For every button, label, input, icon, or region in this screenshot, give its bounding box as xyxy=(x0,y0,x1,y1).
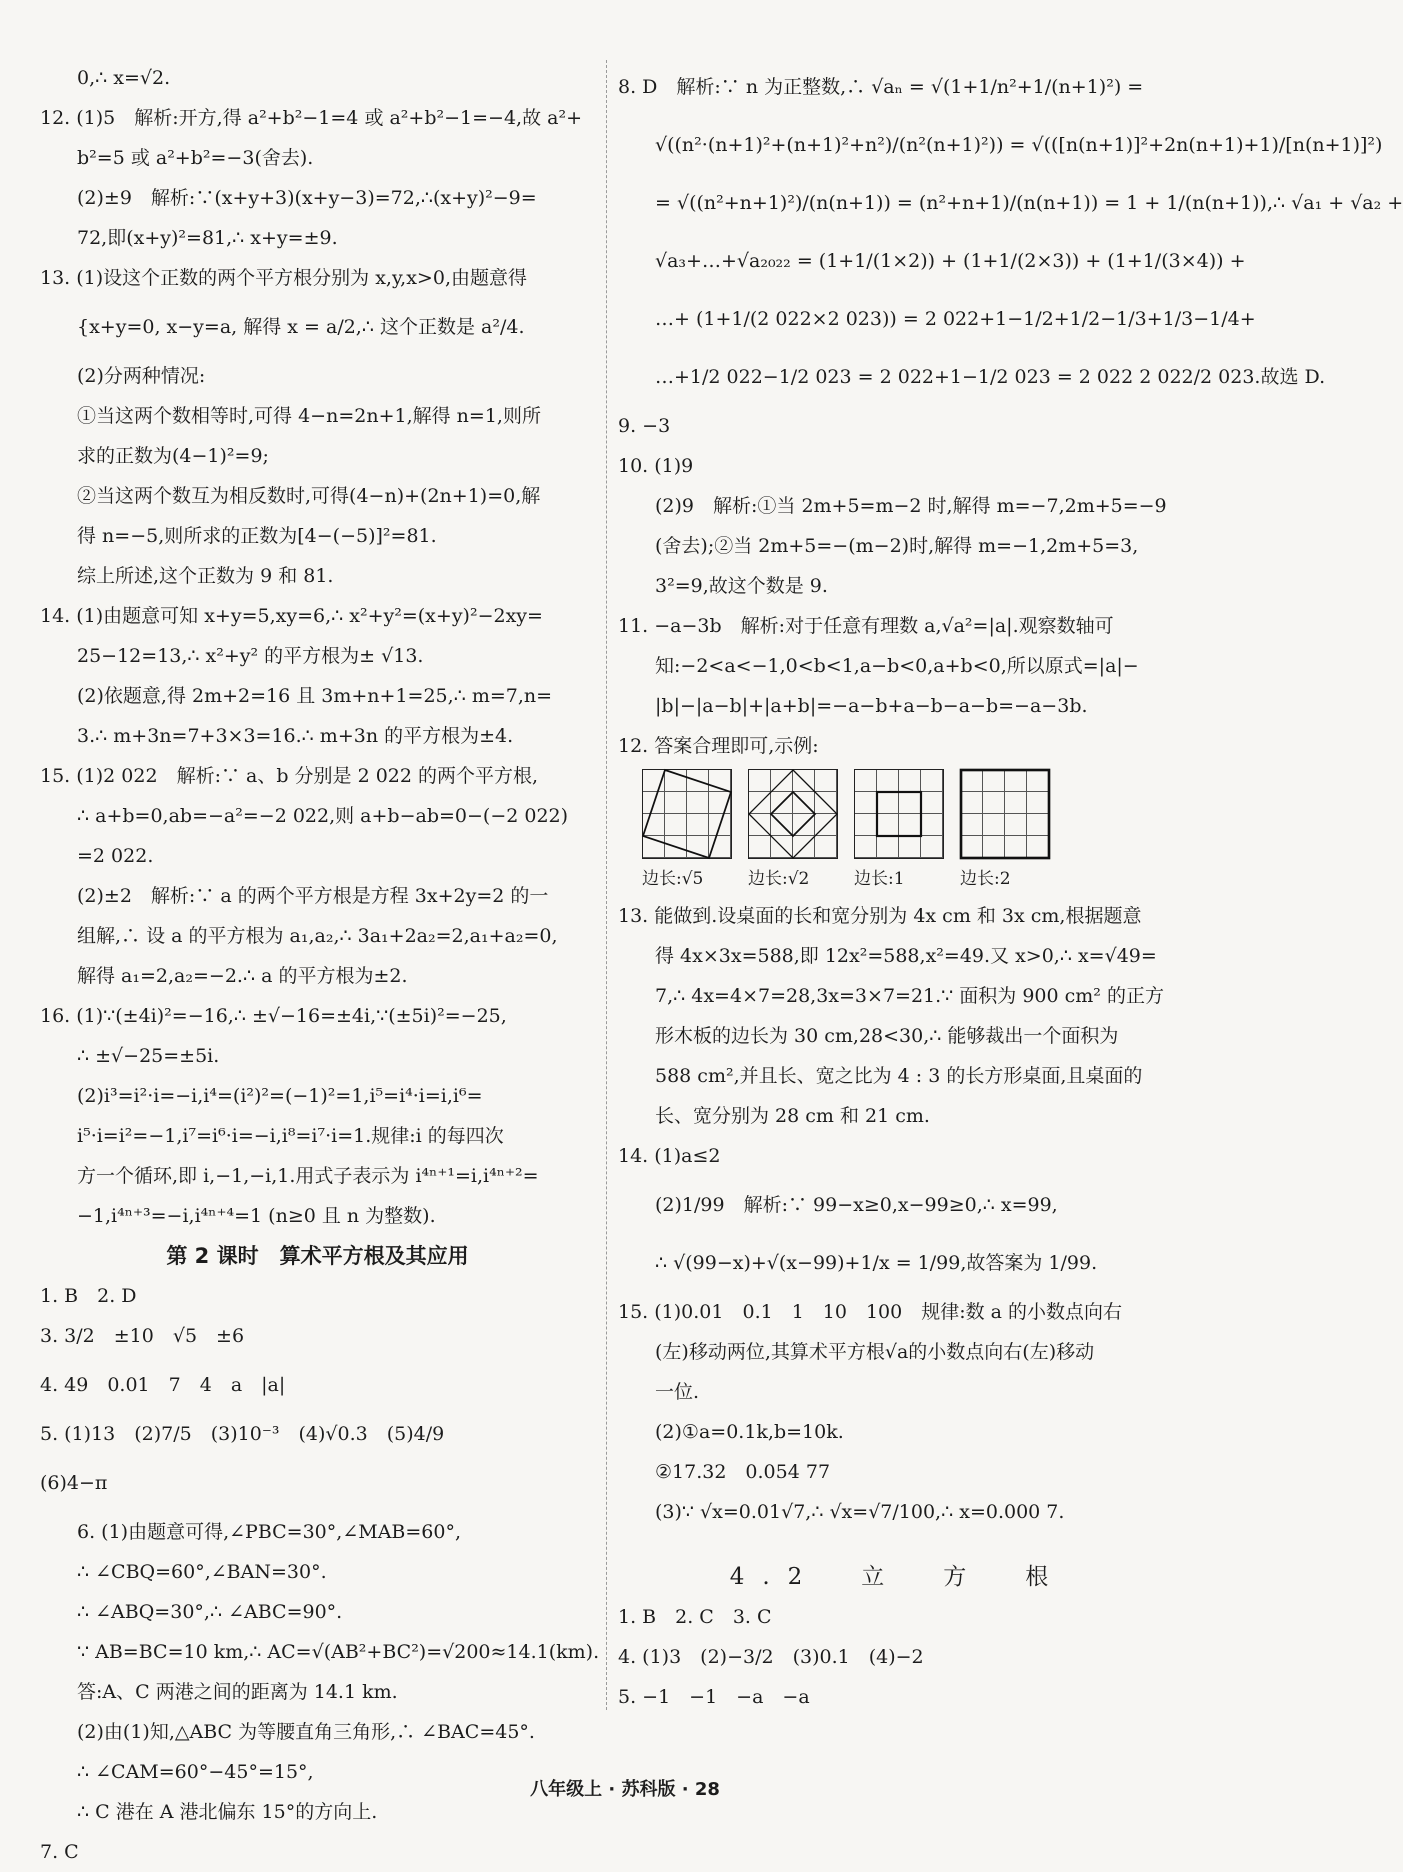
text-line: 5. (1)13 (2)7/5 (3)10⁻³ (4)√0.3 (5)4/9 xyxy=(40,1423,445,1445)
text-line: (2)1/99 解析:∵ 99−x≥0,x−99≥0,∴ x=99, xyxy=(655,1194,1058,1216)
answers-13-15 xyxy=(618,896,1178,1532)
text-line: 3²=9,故这个数是 9. xyxy=(655,575,828,597)
text-line: =2 022. xyxy=(77,845,154,867)
text-line: (2)分两种情况: xyxy=(77,365,206,387)
text-line: 15. (1)0.01 0.1 1 10 100 规律:数 a 的小数点向右 xyxy=(618,1301,1123,1323)
grid-label: 边长:1 xyxy=(854,869,905,889)
answers-8-12 xyxy=(618,58,1403,766)
text-line: (2)①a=0.1k,b=10k. xyxy=(655,1421,844,1443)
text-line: 25−12=13,∴ x²+y² 的平方根为± √13. xyxy=(77,645,424,667)
text-line: 11. −a−3b 解析:对于任意有理数 a,√a²=|a|.观察数轴可 xyxy=(618,615,1114,637)
text-line: 3. 3/2 ±10 √5 ±6 xyxy=(40,1325,245,1347)
text-line: √a₃+…+√a₂₀₂₂ = (1+1/(1×2)) + (1+1/(2×3)) + (1+1/(3×4)) + xyxy=(655,250,1246,272)
text-line: 长、宽分别为 28 cm 和 21 cm. xyxy=(655,1105,930,1127)
text-line: ②当这两个数互为相反数时,可得(4−n)+(2n+1)=0,解 xyxy=(77,485,541,507)
unit-square xyxy=(855,770,943,858)
text-line: 形木板的边长为 30 cm,28<30,∴ 能够裁出一个面积为 xyxy=(655,1025,1119,1047)
text-line: 0,∴ x=√2. xyxy=(77,67,171,89)
grid-labels xyxy=(618,862,1178,896)
grid-label: 边长:√2 xyxy=(748,869,810,889)
text-line: (2)±9 解析:∵(x+y+3)(x+y−3)=72,∴(x+y)²−9= xyxy=(77,187,537,209)
text-line: ∴ ±√−25=±5i. xyxy=(77,1045,220,1067)
text-line: 16. (1)∵(±4i)²=−16,∴ ±√−16=±4i,∵(±5i)²=−25, xyxy=(40,1005,507,1027)
grid-square-sqrt2 xyxy=(748,769,838,859)
text-line: 14. (1)a≤2 xyxy=(618,1145,721,1167)
text-line: 4. (1)3 (2)−3/2 (3)0.1 (4)−2 xyxy=(618,1646,924,1668)
grid-figures xyxy=(618,766,1178,862)
text-line: ∴ ∠CBQ=60°,∠BAN=30°. xyxy=(77,1561,327,1583)
tilted-square-sqrt5 xyxy=(643,770,731,858)
text-line: 求的正数为(4−1)²=9; xyxy=(77,445,269,467)
text-line: 答:A、C 两港之间的距离为 14.1 km. xyxy=(77,1681,398,1703)
text-line: ∴ ∠CAM=60°−45°=15°, xyxy=(77,1761,314,1783)
text-line: (6)4−π xyxy=(40,1472,108,1494)
grid-square-1 xyxy=(854,769,944,859)
text-line: 解得 a₁=2,a₂=−2.∴ a 的平方根为±2. xyxy=(77,965,408,987)
text-line: ∴ √(99−x)+√(x−99)+1/x = 1/99,故答案为 1/99. xyxy=(655,1252,1098,1274)
text-line: (左)移动两位,其算术平方根√a的小数点向右(左)移动 xyxy=(655,1341,1095,1363)
text-line: 4. 49 0.01 7 4 a |a| xyxy=(40,1374,286,1396)
text-line: ∴ C 港在 A 港北偏东 15°的方向上. xyxy=(77,1801,378,1823)
text-line: 5. −1 −1 −a −a xyxy=(618,1686,810,1708)
text-line: 方一个循环,即 i,−1,−i,1.用式子表示为 i⁴ⁿ⁺¹=i,i⁴ⁿ⁺²= xyxy=(77,1165,539,1187)
text-line: 12. 答案合理即可,示例: xyxy=(618,735,819,757)
text-line: ②17.32 0.054 77 xyxy=(655,1461,831,1483)
text-line: 1. B 2. C 3. C xyxy=(618,1606,772,1628)
text-line: 9. −3 xyxy=(618,415,671,437)
right-column xyxy=(618,58,1403,1717)
grid-square-sqrt5 xyxy=(642,769,732,859)
text-line: {x+y=0, x−y=a, 解得 x = a/2,∴ 这个正数是 a²/4. xyxy=(77,316,525,338)
text-line: 组解,∴ 设 a 的平方根为 a₁,a₂,∴ 3a₁+2a₂=2,a₁+a₂=0, xyxy=(77,925,558,947)
text-line: √((n²·(n+1)²+(n+1)²+n²)/(n²(n+1)²)) = √(([n(n+1)]²+2n(n+1)+1)/[n(n+1)]²) xyxy=(655,134,1383,156)
text-line: 72,即(x+y)²=81,∴ x+y=±9. xyxy=(77,227,338,249)
tilted-square-sqrt2 xyxy=(749,770,837,858)
text-line: −1,i⁴ⁿ⁺³=−i,i⁴ⁿ⁺⁴=1 (n≥0 且 n 为整数). xyxy=(77,1205,436,1227)
text-line: ①当这两个数相等时,可得 4−n=2n+1,解得 n=1,则所 xyxy=(77,405,541,427)
text-line: |b|−|a−b|+|a+b|=−a−b+a−b−a−b=−a−3b. xyxy=(655,695,1088,717)
text-line: (2)i³=i²·i=−i,i⁴=(i²)²=(−1)²=1,i⁵=i⁴·i=i,i⁶= xyxy=(77,1085,483,1107)
text-line: …+ (1+1/(2 022×2 023)) = 2 022+1−1/2+1/2−1/3+1/3−1/4+ xyxy=(655,308,1256,330)
text-line: 14. (1)由题意可知 x+y=5,xy=6,∴ x²+y²=(x+y)²−2xy= xyxy=(40,605,543,627)
grid-label: 边长:√5 xyxy=(642,869,704,889)
text-line: (2)±2 解析:∵ a 的两个平方根是方程 3x+2y=2 的一 xyxy=(77,885,549,907)
text-line: 得 4x×3x=588,即 12x²=588,x²=49.又 x>0,∴ x=√49= xyxy=(655,945,1157,967)
text-line: 综上所述,这个正数为 9 和 81. xyxy=(77,565,334,587)
text-line: 得 n=−5,则所求的正数为[4−(−5)]²=81. xyxy=(77,525,437,547)
text-line: 13. 能做到.设桌面的长和宽分别为 4x cm 和 3x cm,根据题意 xyxy=(618,905,1142,927)
text-line: ∴ a+b=0,ab=−a²=−2 022,则 a+b−ab=0−(−2 022) xyxy=(77,805,569,827)
text-line: i⁵·i=i²=−1,i⁷=i⁶·i=−i,i⁸=i⁷·i=1.规律:i 的每四次 xyxy=(77,1125,504,1147)
section-title-cube-root: 4.2 立 方 根 xyxy=(729,1564,1067,1590)
grid-square-2 xyxy=(960,769,1050,859)
text-line: (3)∵ √x=0.01√7,∴ √x=√7/100,∴ x=0.000 7. xyxy=(655,1501,1065,1523)
grid-label: 边长:2 xyxy=(960,869,1011,889)
text-line: (2)由(1)知,△ABC 为等腰直角三角形,∴ ∠BAC=45°. xyxy=(77,1721,535,1743)
text-line: 知:−2<a<−1,0<b<1,a−b<0,a+b<0,所以原式=|a|− xyxy=(655,655,1139,677)
text-line: (2)9 解析:①当 2m+5=m−2 时,解得 m=−7,2m+5=−9 xyxy=(655,495,1167,517)
text-line: (舍去);②当 2m+5=−(m−2)时,解得 m=−1,2m+5=3, xyxy=(655,535,1139,557)
text-line: 12. (1)5 解析:开方,得 a²+b²−1=4 或 a²+b²−1=−4,故 a²+ xyxy=(40,107,583,129)
text-line: 13. (1)设这个正数的两个平方根分别为 x,y,x>0,由题意得 xyxy=(40,267,527,289)
text-line: = √((n²+n+1)²)/(n(n+1)) = (n²+n+1)/(n(n+1)) = 1 + 1/(n(n+1)),∴ √a₁ + √a₂ + xyxy=(655,192,1403,214)
text-line: 588 cm²,并且长、宽之比为 4 : 3 的长方形桌面,且桌面的 xyxy=(655,1065,1143,1087)
text-line: 3.∴ m+3n=7+3×3=16.∴ m+3n 的平方根为±4. xyxy=(77,725,514,747)
text-line: 一位. xyxy=(655,1381,700,1403)
page-footer: 八年级上 · 苏科版 · 28 xyxy=(530,1779,720,1800)
text-line: 1. B 2. D xyxy=(40,1285,137,1307)
text-line: 8. D 解析:∵ n 为正整数,∴ √aₙ = √(1+1/n²+1/(n+1)²) = xyxy=(618,76,1144,98)
text-line: …+1/2 022−1/2 023 = 2 022+1−1/2 023 = 2 022 2 022/2 023.故选 D. xyxy=(655,366,1326,388)
text-line: 第 2 课时 算术平方根及其应用 xyxy=(166,1244,469,1268)
text-line: ∴ ∠ABQ=30°,∴ ∠ABC=90°. xyxy=(77,1601,343,1623)
text-line: (2)依题意,得 2m+2=16 且 3m+n+1=25,∴ m=7,n= xyxy=(77,685,553,707)
text-line: 7. C xyxy=(40,1841,79,1863)
left-column xyxy=(40,58,600,1872)
column-divider xyxy=(606,60,607,1710)
text-line: 7,∴ 4x=4×7=28,3x=3×7=21.∵ 面积为 900 cm² 的正方 xyxy=(655,985,1164,1007)
text-line: ∵ AB=BC=10 km,∴ AC=√(AB²+BC²)=√200≈14.1(km). xyxy=(77,1641,600,1663)
text-line: b²=5 或 a²+b²=−3(舍去). xyxy=(77,147,314,169)
text-line: 6. (1)由题意可得,∠PBC=30°,∠MAB=60°, xyxy=(77,1521,462,1543)
text-line: 10. (1)9 xyxy=(618,455,694,477)
text-line: 15. (1)2 022 解析:∵ a、b 分别是 2 022 的两个平方根, xyxy=(40,765,539,787)
side-two-square xyxy=(961,770,1049,858)
answers-cube-root xyxy=(618,1597,1178,1717)
